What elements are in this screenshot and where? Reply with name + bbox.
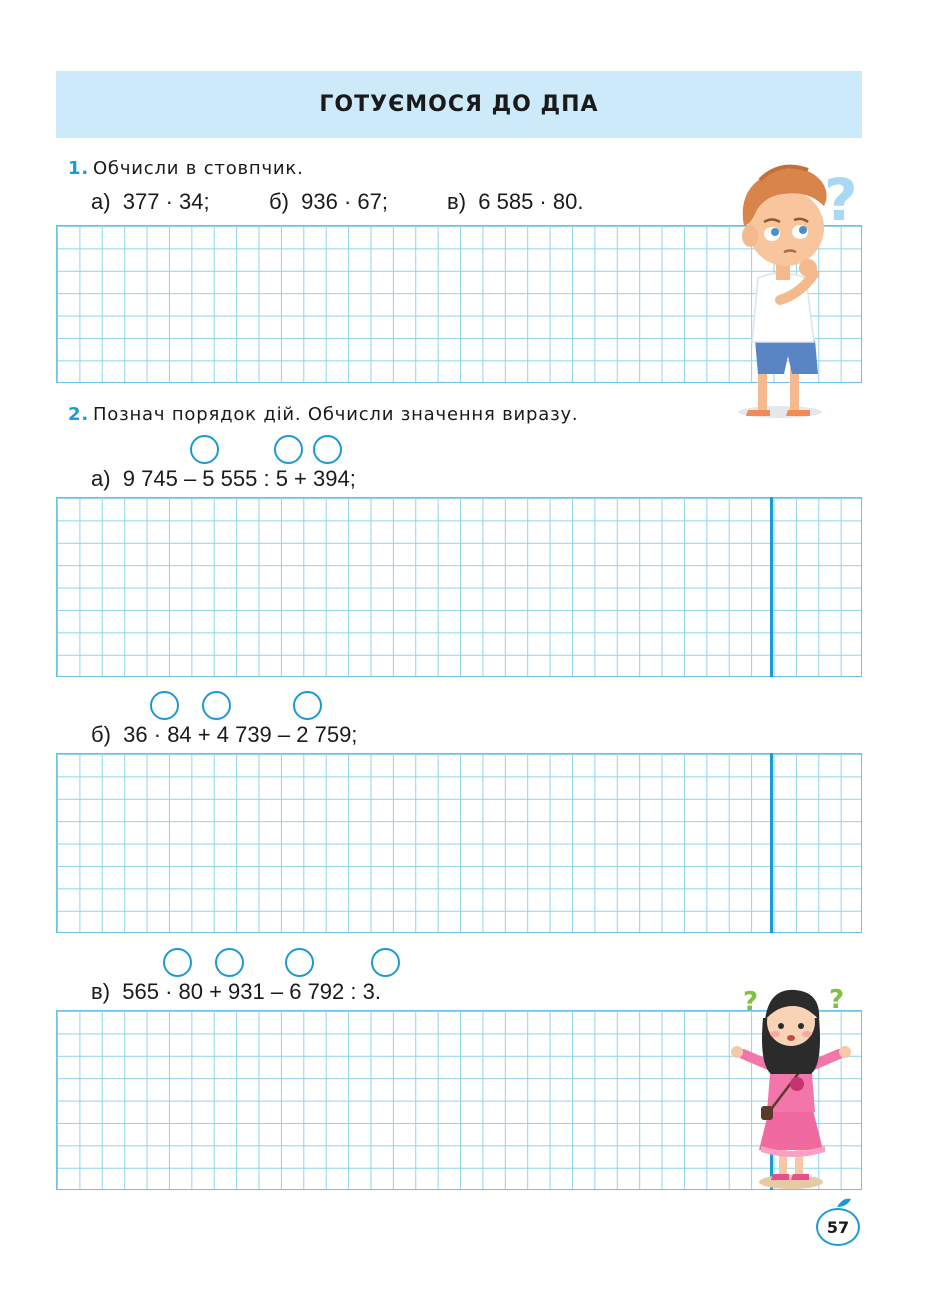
order-circle[interactable]: [293, 691, 322, 720]
answer-margin-line: [770, 497, 773, 677]
item-expression: 6 585 · 80.: [478, 189, 584, 214]
page-title: ГОТУЄМОСЯ ДО ДПА: [319, 92, 599, 117]
order-circle[interactable]: [313, 435, 342, 464]
task-2-instruction: Познач порядок дій. Обчисли значення виразу.: [92, 404, 579, 425]
order-circle[interactable]: [274, 435, 303, 464]
task-1-item-a: [91, 189, 210, 215]
grid-task-2b[interactable]: [56, 753, 862, 933]
task-2-number: 2.: [68, 404, 89, 425]
item-expression: 377 · 34;: [122, 189, 210, 214]
task-1-heading: [68, 158, 304, 179]
task-2-item-b: [91, 722, 357, 748]
task-2-item-a: [91, 466, 356, 492]
item-expression: 36 · 84 + 4 739 – 2 759;: [123, 722, 358, 747]
answer-margin-line: [770, 753, 773, 933]
task-1-item-b: [269, 189, 388, 215]
order-circle[interactable]: [215, 948, 244, 977]
task-2-heading: [68, 404, 578, 425]
task-1-instruction: Обчисли в стовпчик.: [92, 158, 304, 179]
order-circle[interactable]: [150, 691, 179, 720]
question-mark-icon: ?: [829, 985, 845, 1015]
girl-confused-illustration: [725, 978, 865, 1193]
question-mark-icon: ?: [743, 987, 759, 1017]
question-mark-icon: ?: [824, 166, 858, 234]
grid-task-2a[interactable]: [56, 497, 862, 677]
task-1-item-c: [447, 189, 583, 215]
item-expression: 936 · 67;: [301, 189, 389, 214]
item-label: б): [91, 722, 111, 747]
page-number: 57: [816, 1208, 860, 1246]
order-circle[interactable]: [190, 435, 219, 464]
header-band: [56, 71, 862, 138]
item-label: б): [269, 189, 289, 214]
item-label: а): [91, 466, 111, 491]
item-label: в): [91, 979, 111, 1004]
item-label: в): [447, 189, 467, 214]
item-expression: 9 745 – 5 555 : 5 + 394;: [122, 466, 356, 491]
boy-thinking-illustration: [700, 150, 870, 420]
order-circle[interactable]: [371, 948, 400, 977]
leaf-icon: [836, 1198, 852, 1208]
order-circle[interactable]: [163, 948, 192, 977]
order-circle[interactable]: [285, 948, 314, 977]
item-expression: 565 · 80 + 931 – 6 792 : 3.: [122, 979, 381, 1004]
task-1-number: 1.: [68, 158, 89, 179]
task-2-item-c: [91, 979, 381, 1005]
order-circle[interactable]: [202, 691, 231, 720]
item-label: а): [91, 189, 111, 214]
